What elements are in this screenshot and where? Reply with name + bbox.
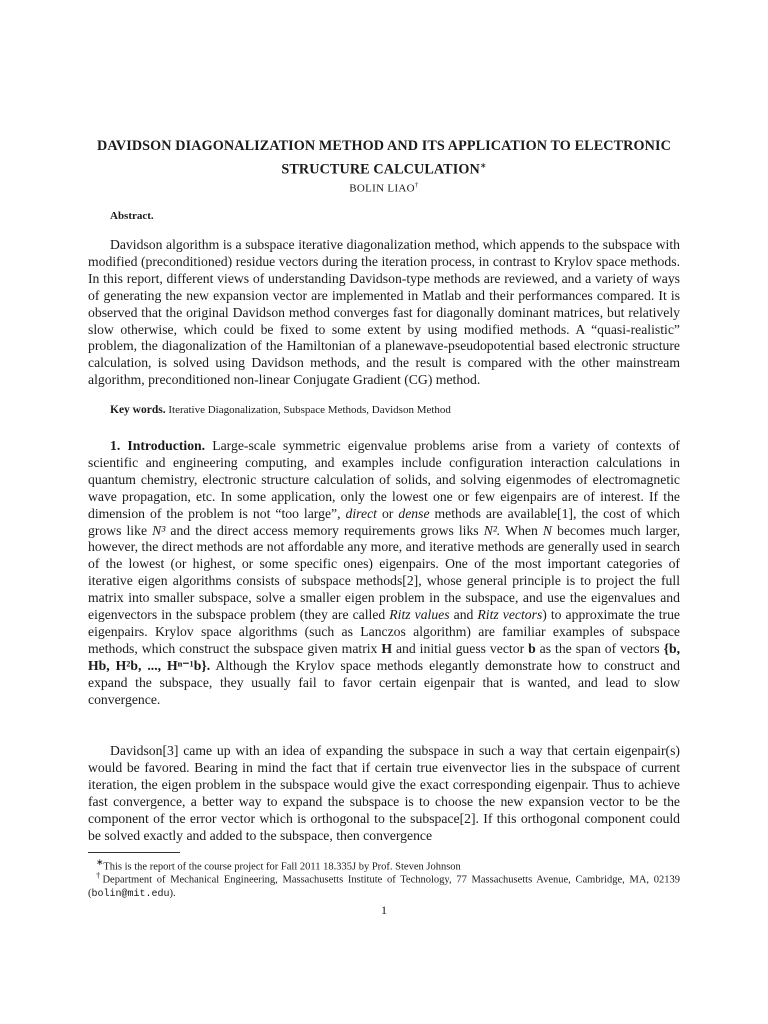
term-ritz-vectors: Ritz vectors xyxy=(477,607,543,623)
footnote-1-mark: ∗ xyxy=(96,857,104,867)
intro-text-g: as the span of vectors xyxy=(539,640,660,656)
abstract-heading: Abstract. xyxy=(110,210,154,222)
math-n-cubed: N³ xyxy=(152,522,166,538)
intro-text-or: or xyxy=(381,505,394,521)
author-name: BOLIN LIAO xyxy=(349,182,415,195)
intro-text-d: becomes much larger, however, the direct methods are not affordable any more, and iterative methods are generally used in search of the lowest (or highest, or some specific ones) eigenpairs. One of the most important categories of iterative eigen algorithms consists of subspace methods[2], whose general principle is to project the full matrix into smaller subspace, solve a smaller eigen problem in the subspace, and use the eigenvalues and eigenvectors in the subspace problem (they are called xyxy=(88,522,681,623)
footnote-2-mark: † xyxy=(96,870,103,880)
page-number: 1 xyxy=(381,903,387,917)
math-vector-b: b xyxy=(528,640,536,656)
term-ritz-values: Ritz values xyxy=(389,607,450,623)
paper-title xyxy=(88,137,680,180)
keywords-line xyxy=(110,404,680,416)
author-email-link[interactable]: bolin@mit.edu xyxy=(91,889,170,900)
intro-text-e: ) to approximate the true eigenpairs. Krylov space algorithms (such as Lanczos algorithm) are familiar examples of subspace methods, which construct the subspace given matrix xyxy=(88,607,681,656)
author-line xyxy=(88,181,680,195)
intro-text-h: Although the Krylov space methods elegantly demonstrate how to construct and expand the subspace, they usually fail to favor certain eigenpair that is wanted, and lead to slow convergence. xyxy=(88,657,680,707)
math-n: N xyxy=(542,522,553,538)
introduction-paragraph-1 xyxy=(88,438,680,709)
title-footnote-mark: ∗ xyxy=(479,161,487,170)
author-footnote-mark: † xyxy=(414,181,419,189)
math-n-squared: N². xyxy=(483,522,501,538)
footnote-rule xyxy=(88,852,180,853)
footnote-2-text-end: ). xyxy=(169,888,176,899)
footnote-2-text: Department of Mechanical Engineering, Massachusetts Institute of Technology, 77 Massachusetts Avenue, Cambridge, MA, 02139 ( xyxy=(88,874,680,899)
intro-text-f: and initial guess vector xyxy=(395,640,525,656)
intro-text-a: Large-scale symmetric eigenvalue problems arise from a variety of contexts of scientific and engineering computing, and examples include configuration interaction calculations in quantum chemistry, electronic structure calculation of solids, and solving eigenmodes of electromagnetic wave propagation, etc. In some application, only the lowest one or few eigenpairs are of interest. If the dimension of the problem is not “too large”, xyxy=(88,438,680,521)
footnote-2 xyxy=(88,869,680,902)
intro-text-and: and xyxy=(453,607,474,623)
title-text: DAVIDSON DIAGONALIZATION METHOD AND ITS APPLICATION TO ELECTRONIC STRUCTURE CALCULATION xyxy=(97,138,671,178)
abstract-text: Davidson algorithm is a subspace iterative diagonalization method, which appends to the subspace with modified (preconditioned) residue vectors during the iteration process, in contrast to Krylov space methods. In this report, different views of understanding Davidson-type methods are reviewed, and a variety of ways of generating the new expansion vector are implemented in Matlab and their performances compared. It is observed that the original Davidson method converges fast for diagonally dominant matrices, but relatively slow otherwise, which could be fixed to some extent by using modified methods. A “quasi-realistic” problem, the diagonalization of the Hamiltonian of a planewave-pseudopotential based electronic structure calculation, is solved using Davidson methods, and the result is compared with the other mainstream algorithm, preconditioned non-linear Conjugate Gradient (CG) method. xyxy=(88,237,680,388)
footnote-1-text: This is the report of the course project for Fall 2011 18.335J by Prof. Steven Johnson xyxy=(103,861,461,873)
keywords-text: Iterative Diagonalization, Subspace Methods, Davidson Method xyxy=(168,404,451,416)
term-direct: direct xyxy=(345,505,377,521)
intro-text-when: When xyxy=(505,522,538,538)
intro-text-c: and the direct access memory requirements grows liks xyxy=(170,522,479,538)
keywords-label: Key words. xyxy=(110,404,166,416)
math-krylov-span: {b, Hb, H²b, ..., Hⁿ⁻¹b}. xyxy=(88,640,681,673)
introduction-paragraph-2: Davidson[3] came up with an idea of expanding the subspace in such a way that certain eigenpair(s) would be favored. Bearing in mind the fact that if certain true eivenvector lies in the subspace of current iteration, the eigen problem in the subspace would give the exact corresponding eigenpair. Thus to achieve fast convergence, a better way to expand the subspace is to choose the new expansion vector to be the component of the error vector which is orthogonal to the subspace[2]. If this orthogonal component could be solved exactly and added to the subspace, then convergence xyxy=(88,743,680,843)
math-matrix-h: H xyxy=(381,640,393,656)
intro-text-b: methods are available[1], the cost of which grows like xyxy=(88,505,681,538)
section-heading-introduction: 1. Introduction. xyxy=(110,438,206,453)
term-dense: dense xyxy=(398,505,430,521)
